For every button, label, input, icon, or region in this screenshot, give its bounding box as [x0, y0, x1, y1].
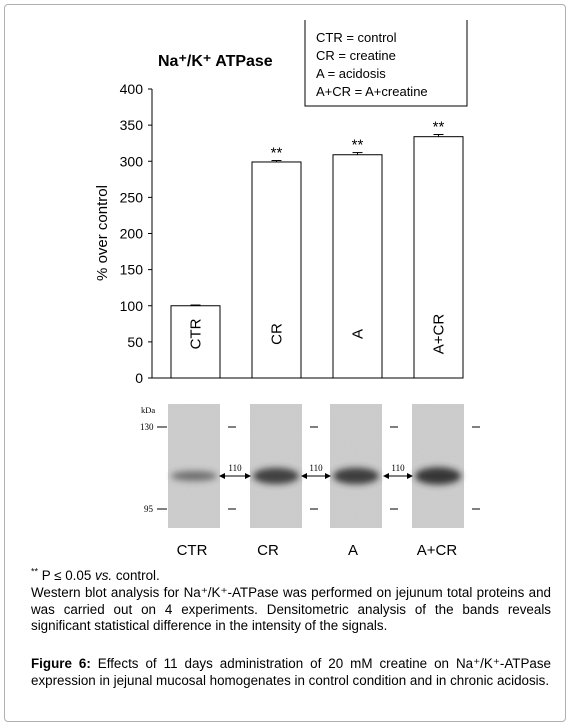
marker-label-95: 95 — [144, 504, 153, 514]
blot-unit-label: kDa — [141, 405, 156, 415]
y-tick-label: 0 — [135, 370, 143, 386]
figure-caption — [31, 656, 551, 689]
figure-label: Figure 6: — [31, 656, 91, 671]
lane-label: A — [347, 542, 359, 559]
bar-label: CR — [268, 323, 286, 345]
protein-band — [415, 467, 461, 484]
legend-entry: CTR = control — [316, 30, 397, 45]
blot-lane-texture — [250, 404, 302, 528]
bar-series — [171, 119, 463, 378]
lane-label: CR — [257, 542, 279, 559]
note-suffix: control. — [112, 568, 160, 583]
blot-lane-texture — [168, 404, 220, 528]
y-tick-label: 250 — [119, 189, 143, 206]
marker-label-130: 130 — [140, 422, 154, 432]
significance-note — [31, 568, 551, 585]
legend-entry: CR = creatine — [316, 48, 396, 63]
band-size-label: 110 — [391, 463, 405, 473]
protein-band — [253, 468, 299, 484]
legend-entry: A+CR = A+creatine — [316, 84, 428, 99]
legend-entry: A = acidosis — [316, 66, 386, 81]
western-blot — [140, 404, 480, 528]
y-tick-label: 150 — [119, 261, 143, 278]
lane-label: A+CR — [416, 542, 458, 559]
y-axis-label: % over control — [94, 185, 111, 281]
significance-marker: ** — [432, 118, 445, 136]
significance-marker: ** — [270, 144, 283, 162]
legend — [305, 20, 467, 106]
bar-label: CTR — [187, 318, 205, 350]
y-tick-label: 400 — [119, 81, 143, 97]
blot-description: Western blot analysis for Na⁺/K⁺-ATPase was performed on jejunum total proteins and was carried out on 4 experiments. Densitometric analysis of the bands reveals significant statistical difference in the intensity of the signals. — [31, 585, 551, 633]
band-size-label: 110 — [309, 463, 323, 473]
y-tick-label: 100 — [119, 297, 143, 314]
y-tick-label: 50 — [127, 333, 143, 350]
protein-band — [333, 468, 379, 485]
note-vs: vs. — [95, 568, 113, 583]
band-size-label: 110 — [228, 463, 242, 473]
blot-lane-texture — [412, 404, 464, 528]
y-tick-label: 200 — [119, 225, 143, 242]
y-tick-label: 300 — [119, 153, 143, 170]
bar-label: A+CR — [430, 313, 448, 355]
note-stars: ** — [31, 566, 39, 577]
figure-caption-text: Effects of 11 days administration of 20 mM creatine on Na⁺/K⁺-ATPase expression in jejunal mucosal homogenates in control condition and in chronic acidosis. — [31, 656, 551, 688]
protein-band — [171, 471, 217, 481]
chart-title: Na⁺/K⁺ ATPase — [158, 53, 273, 70]
lane-label: CTR — [176, 542, 208, 559]
note-prefix: P ≤ 0.05 — [38, 568, 95, 583]
significance-marker: ** — [351, 136, 364, 154]
bar-label: A — [349, 328, 367, 340]
bar — [333, 155, 382, 378]
y-tick-label: 350 — [119, 117, 143, 134]
blot-lane-texture — [330, 404, 382, 528]
